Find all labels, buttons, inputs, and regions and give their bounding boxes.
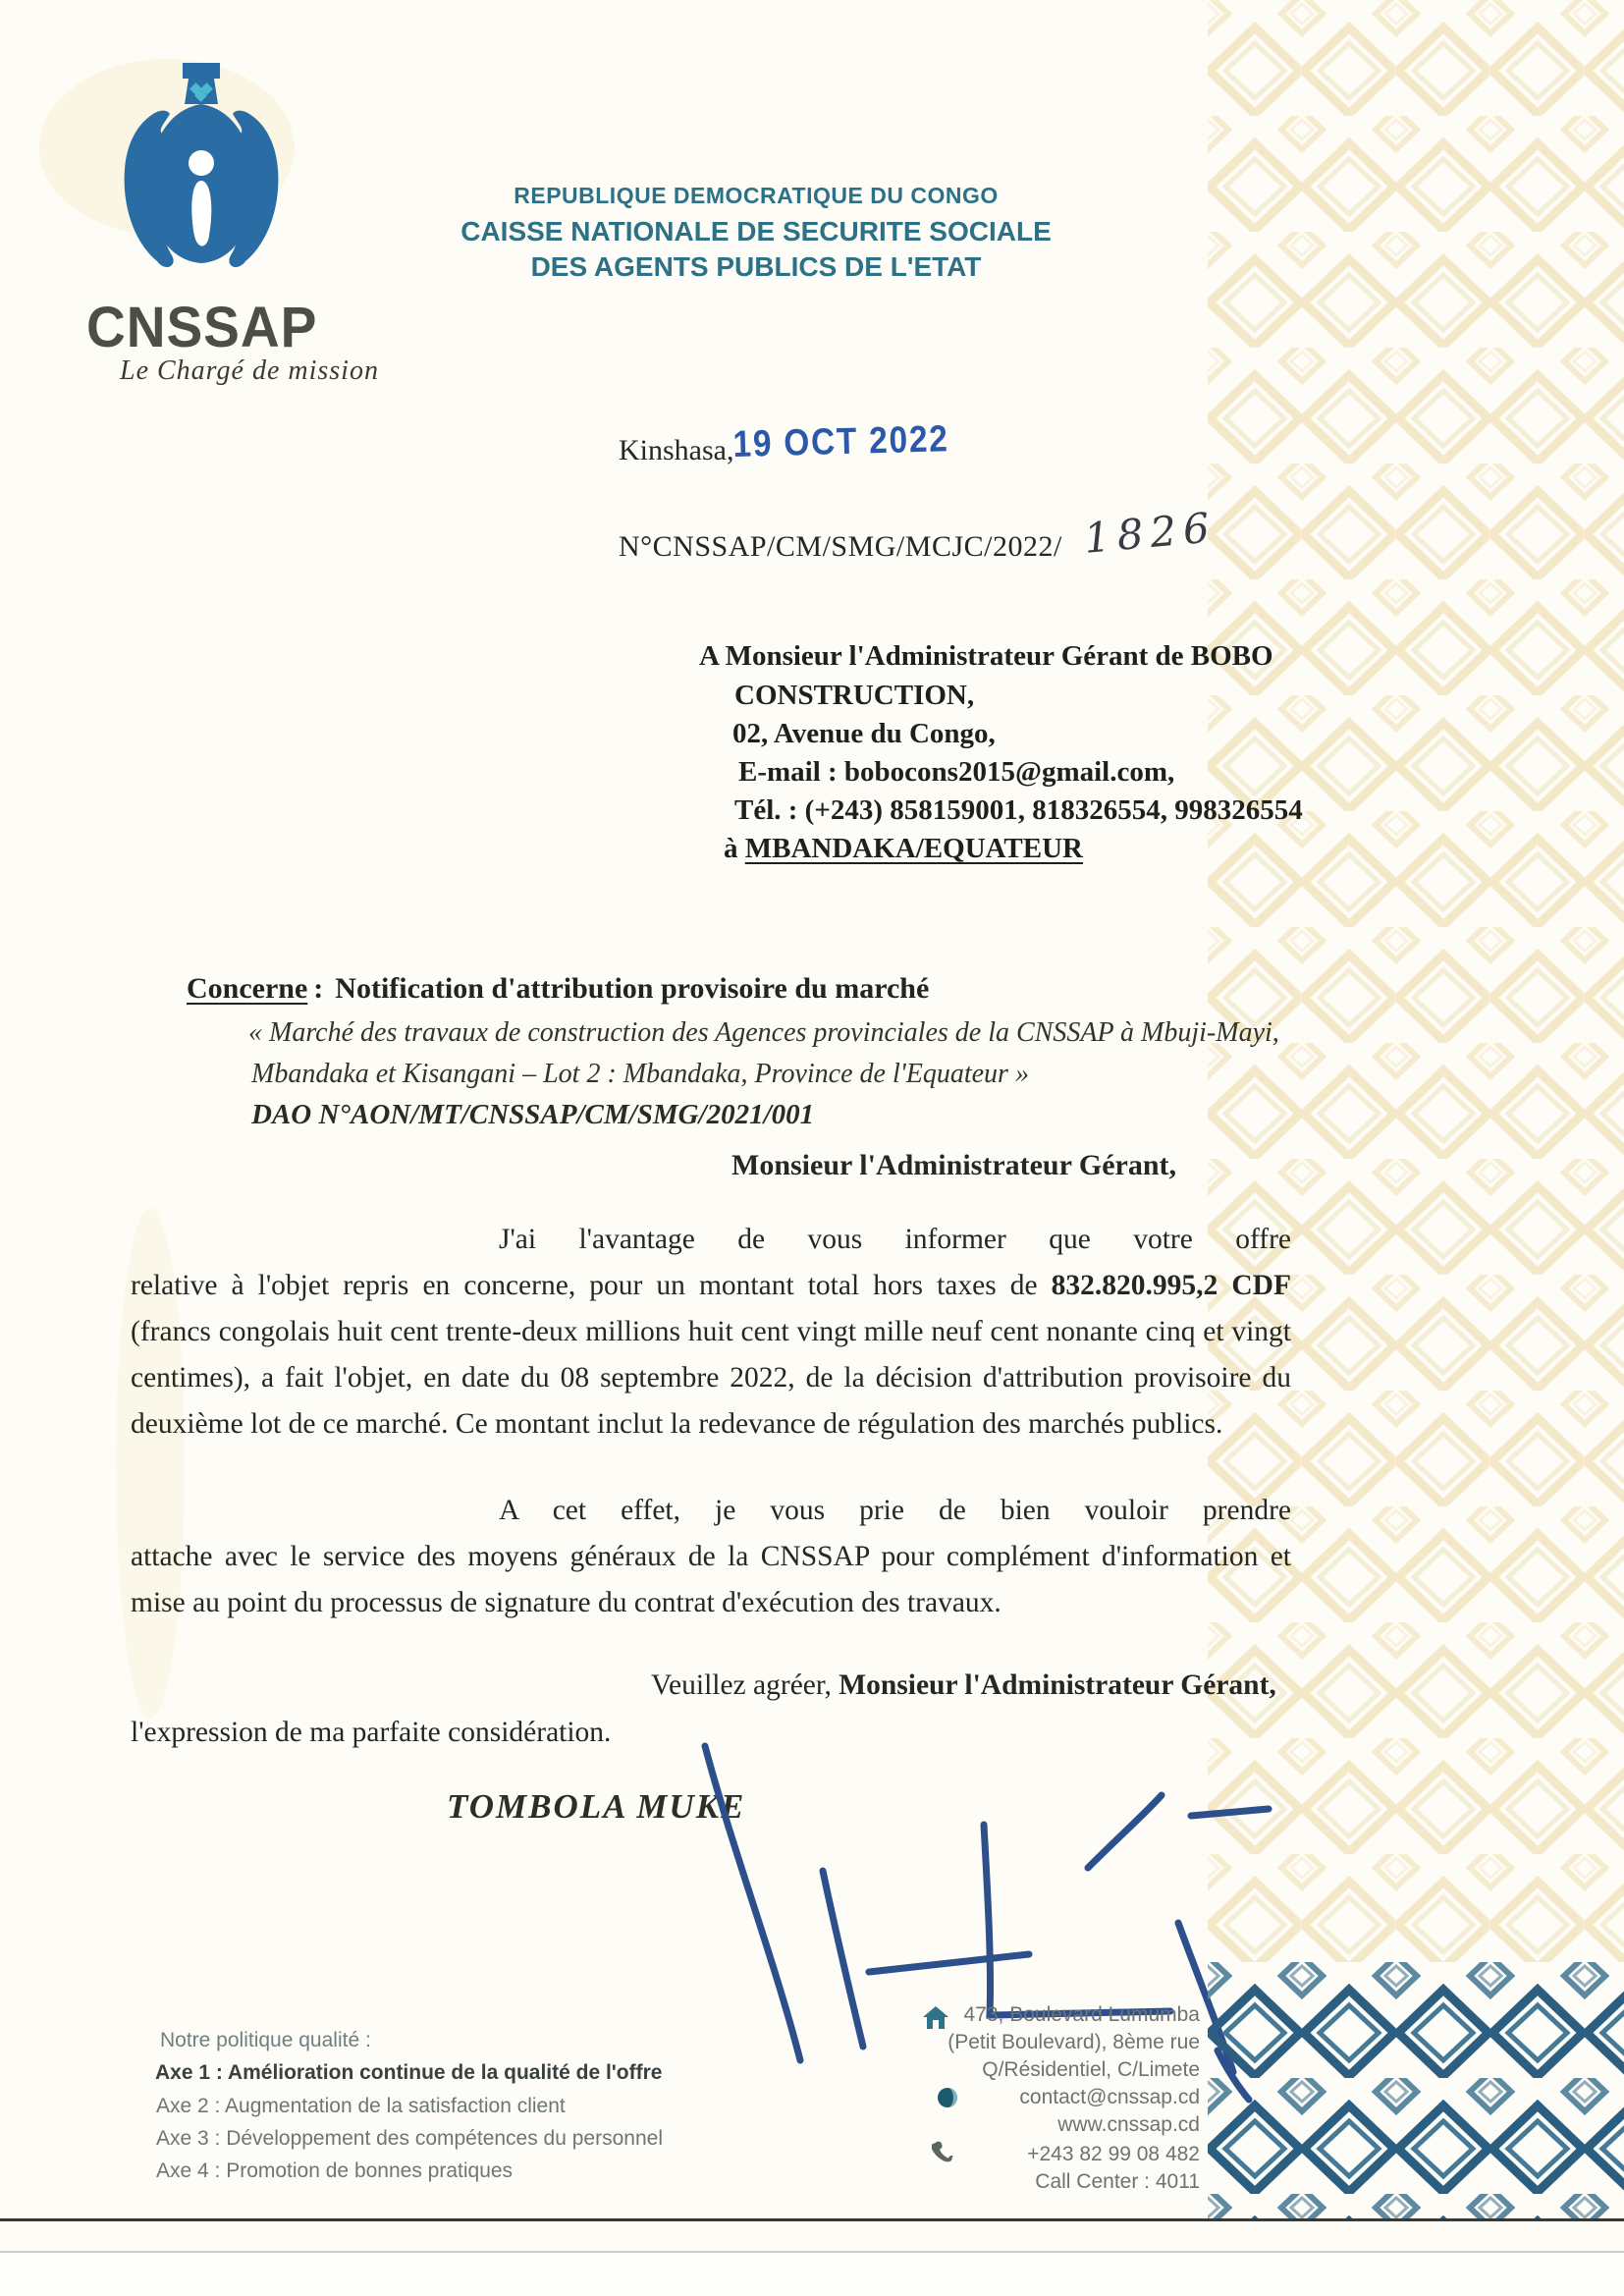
body-line: (francs congolais huit cent trente-deux millions huit cent vingt mille neuf cent nonante cinq et vingt bbox=[131, 1316, 1291, 1347]
footer-address-line1: 473, Boulevard Lumumba bbox=[963, 2003, 1200, 2026]
footer-divider-line bbox=[0, 2218, 1624, 2221]
subject-separator: : bbox=[313, 972, 324, 1005]
org-name-line1: CAISSE NATIONALE DE SECURITE SOCIALE bbox=[460, 216, 1052, 246]
city-date-line: Kinshasa, bbox=[619, 434, 734, 466]
closing-line1 bbox=[651, 1669, 1276, 1702]
recipient-line: CONSTRUCTION, bbox=[734, 680, 975, 711]
recipient-line: E-mail : bobocons2015@gmail.com, bbox=[738, 756, 1175, 788]
reference-number: N°CNSSAP/CM/SMG/MCJC/2022/ bbox=[619, 530, 1062, 563]
footer-email: contact@cnssap.cd bbox=[1019, 2086, 1200, 2108]
subject-label: Concerne bbox=[187, 972, 308, 1005]
footer-address-line2: (Petit Boulevard), 8ème rue bbox=[947, 2031, 1200, 2053]
recipient-line: A Monsieur l'Administrateur Gérant de BOBO bbox=[699, 640, 1273, 672]
org-name-line2: DES AGENTS PUBLICS DE L'ETAT bbox=[530, 251, 982, 282]
signatory-name: TOMBOLA MUKE bbox=[447, 1787, 746, 1826]
body-line bbox=[131, 1272, 1291, 1301]
closing-text: Veuillez agréer, bbox=[651, 1669, 839, 1701]
recipient-city: MBANDAKA/EQUATEUR bbox=[744, 833, 1083, 864]
closing-line2: l'expression de ma parfaite considération. bbox=[131, 1717, 612, 1748]
body-text: relative à l'objet repris en concerne, pour un montant total hors taxes de bbox=[131, 1270, 1052, 1301]
body-line: deuxième lot de ce marché. Ce montant inclut la redevance de régulation des marchés publics. bbox=[131, 1408, 1223, 1440]
yellow-diamond-pattern bbox=[1208, 0, 1624, 1962]
quality-axis-1: Axe 1 : Amélioration continue de la qualité de l'offre bbox=[155, 2061, 663, 2084]
body-line: A cet effet, je vous prie de bien vouloir prendre bbox=[499, 1495, 1291, 1526]
salutation: Monsieur l'Administrateur Gérant, bbox=[731, 1149, 1177, 1181]
footer-phone: +243 82 99 08 482 bbox=[1027, 2143, 1200, 2165]
scan-bottom-margin bbox=[0, 2253, 1624, 2296]
closing-bold: Monsieur l'Administrateur Gérant, bbox=[839, 1669, 1276, 1701]
date-stamp: 19 OCT 2022 bbox=[732, 418, 950, 465]
recipient-city-prefix: à bbox=[724, 833, 745, 864]
body-line: centimes), a fait l'objet, en date du 08 septembre 2022, de la décision d'attribution provisoire du bbox=[131, 1362, 1291, 1394]
body-line: J'ai l'avantage de vous informer que votre offre bbox=[499, 1224, 1291, 1255]
quality-axis-2: Axe 2 : Augmentation de la satisfaction client bbox=[156, 2095, 566, 2117]
sender-title: Le Chargé de mission bbox=[120, 355, 379, 386]
cnssap-logo-emblem-icon bbox=[98, 59, 304, 300]
subject-line bbox=[187, 972, 929, 1006]
footer-address-line3: Q/Résidentiel, C/Limete bbox=[982, 2058, 1200, 2081]
subject-quote-line2: Mbandaka et Kisangani – Lot 2 : Mbandaka, Province de l'Equateur » bbox=[251, 1059, 1029, 1089]
recipient-city-line bbox=[724, 833, 1083, 865]
footer-website: www.cnssap.cd bbox=[1057, 2113, 1200, 2136]
recipient-line: Tél. : (+243) 858159001, 818326554, 998326554 bbox=[734, 794, 1303, 826]
body-line: mise au point du processus de signature du contrat d'exécution des travaux. bbox=[131, 1587, 1001, 1618]
subject-title: Notification d'attribution provisoire du marché bbox=[335, 972, 930, 1005]
handwritten-ref-number: 1826 bbox=[1082, 503, 1218, 563]
blue-diamond-pattern bbox=[1208, 1962, 1624, 2219]
quality-axis-4: Axe 4 : Promotion de bonnes pratiques bbox=[156, 2159, 514, 2182]
subject-quote-line1: « Marché des travaux de construction des Agences provinciales de la CNSSAP à Mbuji-Mayi, bbox=[248, 1017, 1279, 1048]
body-line: attache avec le service des moyens généraux de la CNSSAP pour complément d'information et bbox=[131, 1541, 1291, 1572]
quality-axis-3: Axe 3 : Développement des compétences du personnel bbox=[156, 2127, 663, 2150]
dao-reference: DAO N°AON/MT/CNSSAP/CM/SMG/2021/001 bbox=[251, 1099, 815, 1130]
recipient-line: 02, Avenue du Congo, bbox=[732, 718, 996, 749]
cnssap-wordmark: CNSSAP bbox=[86, 296, 318, 359]
country-line: REPUBLIQUE DEMOCRATIQUE DU CONGO bbox=[514, 183, 999, 208]
quality-policy-heading: Notre politique qualité : bbox=[160, 2029, 371, 2051]
footer-call-center: Call Center : 4011 bbox=[1035, 2170, 1200, 2193]
amount-bold: 832.820.995,2 CDF bbox=[1051, 1270, 1291, 1301]
